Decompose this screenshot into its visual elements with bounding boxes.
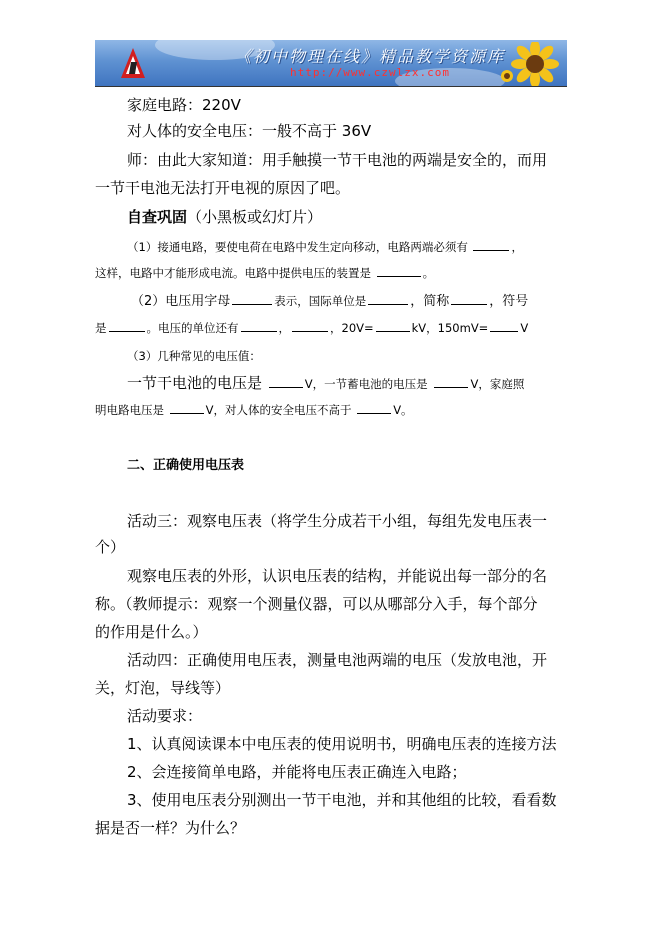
header-divider (95, 86, 567, 87)
question-text: ，20V= (330, 321, 374, 335)
answer-blank[interactable] (292, 319, 328, 332)
question-text: ，符号 (489, 294, 529, 309)
text-line: 对人体的安全电压：一般不高于 36V (127, 122, 372, 140)
question-text: 明电路电压是 (95, 403, 164, 417)
text-line: 观察电压表的外形，认识电压表的结构，并能说出每一部分的名 (127, 567, 548, 585)
site-logo-icon (119, 46, 147, 80)
question-2-line-b (95, 318, 528, 338)
answer-blank[interactable] (357, 401, 391, 414)
question-3-heading: （3）几种常见的电压值： (127, 349, 261, 363)
answer-blank[interactable] (490, 319, 518, 332)
answer-blank[interactable] (451, 292, 487, 305)
question-text: ， (511, 240, 523, 254)
text-line: 2、会连接简单电路，并能将电压表正确连入电路； (127, 763, 467, 781)
text-line: 个） (95, 538, 126, 556)
answer-blank[interactable] (241, 319, 277, 332)
answer-blank[interactable] (368, 292, 408, 305)
question-text: kV，150mV= (411, 321, 489, 335)
answer-blank[interactable] (109, 319, 145, 332)
answer-blank[interactable] (377, 264, 421, 277)
banner-title: 《初中物理在线》精品教学资源库 (234, 47, 505, 66)
text-line: 称。（教师提示：观察一个测量仪器，可以从哪部分入手，每个部分 (95, 595, 538, 613)
section-heading: 二、正确使用电压表 (127, 458, 245, 473)
question-1-line-a (127, 237, 523, 257)
question-text: V，对人体的安全电压不高于 (205, 403, 352, 417)
answer-blank[interactable] (170, 401, 204, 414)
review-heading-note: （小黑板或幻灯片） (187, 208, 323, 226)
question-text: 是 (95, 321, 107, 335)
review-heading-bold: 自查巩固 (127, 208, 188, 226)
question-text: ， (278, 321, 290, 335)
question-1-line-b (95, 263, 434, 283)
question-text: 。 (422, 266, 435, 280)
question-text: V，一节蓄电池的电压是 (304, 377, 428, 391)
answer-blank[interactable] (434, 375, 468, 388)
text-line: 一节干电池无法打开电视的原因了吧。 (95, 179, 351, 197)
text-line: 关，灯泡，导线等） (95, 679, 231, 697)
question-3-line-b (95, 400, 413, 420)
answer-blank[interactable] (232, 292, 272, 305)
answer-blank[interactable] (473, 238, 509, 251)
text-line: 1、认真阅读课本中电压表的使用说明书，明确电压表的连接方法 (127, 735, 557, 753)
text-line: 活动要求： (127, 707, 203, 725)
question-text: （1）接通电路，要使电荷在电路中发生定向移动，电路两端必须有 (127, 240, 468, 254)
banner-url: http://www.czwlzx.com (289, 66, 451, 79)
question-text: （2）电压用字母 (131, 294, 231, 309)
text-line: 师：由此大家知道：用手触摸一节干电池的两端是安全的，而用 (127, 151, 548, 169)
text-line: 活动四：正确使用电压表，测量电池两端的电压（发放电池，开 (127, 651, 548, 669)
text-line: 活动三：观察电压表（将学生分成若干小组，每组先发电压表一 (127, 512, 548, 530)
text-line: 家庭电路：220V (127, 96, 241, 114)
text-line: 据是否一样？为什么？ (95, 819, 246, 837)
text-line: 3、使用电压表分别测出一节干电池，并和其他组的比较，看看数 (127, 791, 557, 809)
question-2-line-a (131, 291, 528, 312)
question-3-line-a (127, 373, 524, 394)
review-heading (127, 207, 322, 227)
answer-blank[interactable] (269, 375, 303, 388)
sunflower-icon (501, 42, 563, 86)
answer-blank[interactable] (376, 319, 410, 332)
question-text: V，家庭照 (470, 377, 525, 391)
question-text: V。 (393, 403, 413, 417)
question-text: 一节干电池的电压是 (127, 374, 263, 392)
header-banner (95, 40, 567, 86)
question-text: 这样，电路中才能形成电流。电路中提供电压的装置是 (95, 266, 371, 280)
text-line: 的作用是什么。） (95, 623, 208, 641)
question-text: V (520, 321, 529, 335)
question-text: 表示，国际单位是 (274, 294, 367, 308)
question-text: ，简称 (410, 294, 450, 309)
question-text: 。电压的单位还有 (146, 321, 239, 335)
